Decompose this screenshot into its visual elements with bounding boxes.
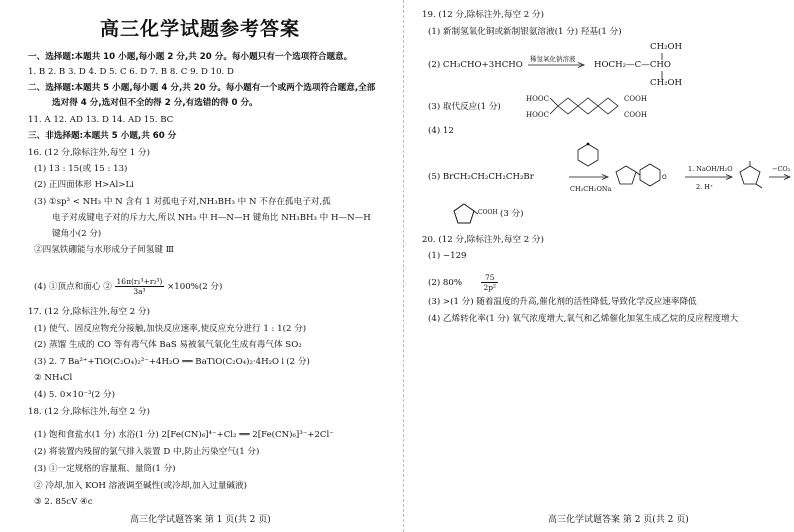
svg-text:O: O [662,174,667,181]
q18-answer-3: (3) ①一定规格的容量瓶、量筒(1 分) [34,464,176,474]
final-product-ring [450,202,478,226]
reaction-arrow [526,62,588,68]
fraction-denominator: 3a³ [133,287,146,296]
q17-answer-2: (2) 蒸馏 生成的 CO 等有毒气体 BaS 易被氧气氧化生成有毒气体 SO₂ [34,340,302,350]
q16-answer-3-cont: 电子对成键电子对的斥力大,所以 NH₃ 中 H—N—H 键角比 NH₃BH₃ 中 H—N—H [52,213,371,223]
q16-answer-3b: ②四氢铁硼能与水形成分子间氢键 Ⅲ [34,245,174,255]
reaction-arrow-3 [768,174,792,180]
kp-denominator: 2p² [483,283,497,292]
q17-answer-1: (1) 使气、固反应物充分接触,加快反应速率,使反应充分进行 1 : 1(2 分) [34,324,307,334]
q19-heading: 19. (12 分,除标注外,每空 2 分) [422,10,544,20]
section-3-heading: 三、非选择题:本题共 5 小题,共 60 分 [28,131,177,141]
q19-answer-3: (3) 取代反应(1 分) [428,102,501,112]
reagent-3: −CO₂ [772,165,791,173]
product-formula: HOCH₂—C—CHO [594,60,671,70]
q16-heading: 16. (12 分,除标注外,每空 1 分) [28,148,150,158]
final-product-group: COOH [478,209,498,216]
q16-answer-3-end: 键角小(2 分) [52,229,102,239]
q17-heading: 17. (12 分,除标注外,每空 2 分) [28,307,150,317]
q20-heading: 20. (12 分,除标注外,每空 2 分) [422,235,544,245]
choice-answers-2: 11. A 12. AD 13. D 14. AD 15. BC [28,115,174,125]
spiro-skeleton [548,94,624,118]
spiro-group-4: COOH [624,111,647,119]
q18-answer-1: (1) 饱和食盐水(1 分) 水浴(1 分) 2[Fe(CN)₆]⁴⁻+Cl₂ ══ 2[Fe(CN)₆]³⁻+2Cl⁻ [34,430,334,440]
choice-answers-1: 1. B 2. B 3. D 4. D 5. C 6. D 7. B 8. C 9. D 10. D [28,67,234,77]
q20-answer-3: (3) >(1 分) 随着温度的升高,催化剂的活性降低,导致化学反应速率降低 [428,297,697,307]
q18-heading: 18. (12 分,除标注外,每空 2 分) [28,407,150,417]
page-footer-1: 高三化学试题答案 第 1 页(共 2 页) [130,515,271,525]
spiro-group-2: HOOC [526,111,549,119]
page-divider [403,0,404,532]
q16-answer-4 [34,277,222,296]
reagent-2a: 1. NaOH/H₂O [688,165,733,173]
q16-answer-3: (3) ①sp³ < NH₃ 中 N 含有 1 对孤电子对,NH₃BH₃ 中 N 不存在孤电子对,孤 [34,197,331,207]
q20-answer-2-text: (2) 80% [428,278,463,288]
section-1-heading: 一、选择题:本题共 10 小题,每小题 2 分,共 20 分。每小题只有一个选项符合题意。 [28,52,353,62]
reaction-catalyst: 稀氢氧化钠溶液 [530,55,576,63]
q19-answer-5-score: (3 分) [500,209,524,219]
q20-answer-4: (4) 乙烯转化率(1 分) 氧气浓度增大,氧气和乙烯催化加氢生成乙烷的反应程度增大 [428,314,739,324]
product-top-group: CH₂OH [650,42,683,52]
q20-answer-2 [428,273,498,292]
q19-answer-2: (2) CH₃CHO+3HCHO [428,60,523,70]
answer-page-2 [408,0,794,532]
section-2-rule: 选对得 4 分,选对但不全的得 2 分,有选错的得 0 分。 [52,98,258,108]
q17-answer-4: (4) 5. 0×10⁻³(2 分) [34,390,115,400]
q19-answer-1: (1) 新制氢氧化铜或新制银氨溶液(1 分) 羟基(1 分) [428,27,622,37]
page-title: 高三化学试题参考答案 [99,18,300,40]
q17-answer-3: (3) 2. 7 Ba²⁺+TiO(C₂O₄)₂²⁻+4H₂O ══ BaTiO(C₂O₄)₂·4H₂O↓(2 分) [34,357,310,367]
q18-answer-3c: ③ 2. 85cV ④c [34,497,93,507]
page-footer-2: 高三化学试题答案 第 2 页(共 2 页) [548,515,689,525]
q20-answer-1: (1) −129 [428,251,467,261]
q19-answer-5: (5) BrCH₂CH₂CH₂CH₂Br [428,172,534,182]
q18-answer-3b: ② 冷却,加入 KOH 溶液调至碱性(或冷却,加入过量碱液) [34,481,247,491]
q17-answer-3b: ② NH₄Cl [34,373,73,383]
intermediate-2-structure [736,160,766,190]
spiro-group-3: COOH [624,95,647,103]
meldrum-acid-structure [572,140,604,170]
reagent-1: CH₃CH₂ONa [570,185,612,193]
q18-answer-2: (2) 将装置内残留的氯气排入装置 D 中,防止污染空气(1 分) [34,447,260,457]
q16-answer-4-text: (4) ①顶点和面心 ② [34,282,112,292]
reaction-arrow-1 [568,174,610,180]
kp-fraction [481,273,498,292]
kp-numerator: 75 [481,273,498,283]
fraction-numerator: 16π(r₁³+r₂³) [116,277,163,286]
q16-answer-1: (1) 13 : 15(或 15 : 13) [34,164,128,174]
section-2-heading: 二、选择题:本题共 5 小题,每小题 4 分,共 20 分。每小题有一个或两个选项符合题意,全部 [28,83,376,93]
q16-answer-2: (2) 正四面体形 H>Al>Li [34,180,134,190]
intermediate-1-structure [614,158,678,192]
product-bottom-group: CH₂OH [650,78,683,88]
volume-fraction [115,277,165,296]
fraction-suffix: ×100%(2 分) [167,282,223,292]
q19-answer-4: (4) 12 [428,126,454,136]
reaction-arrow-2 [684,174,734,180]
reagent-2b: 2. H⁺ [696,183,714,191]
spiro-group-1: HOOC [526,95,549,103]
product-bonds [660,52,664,80]
